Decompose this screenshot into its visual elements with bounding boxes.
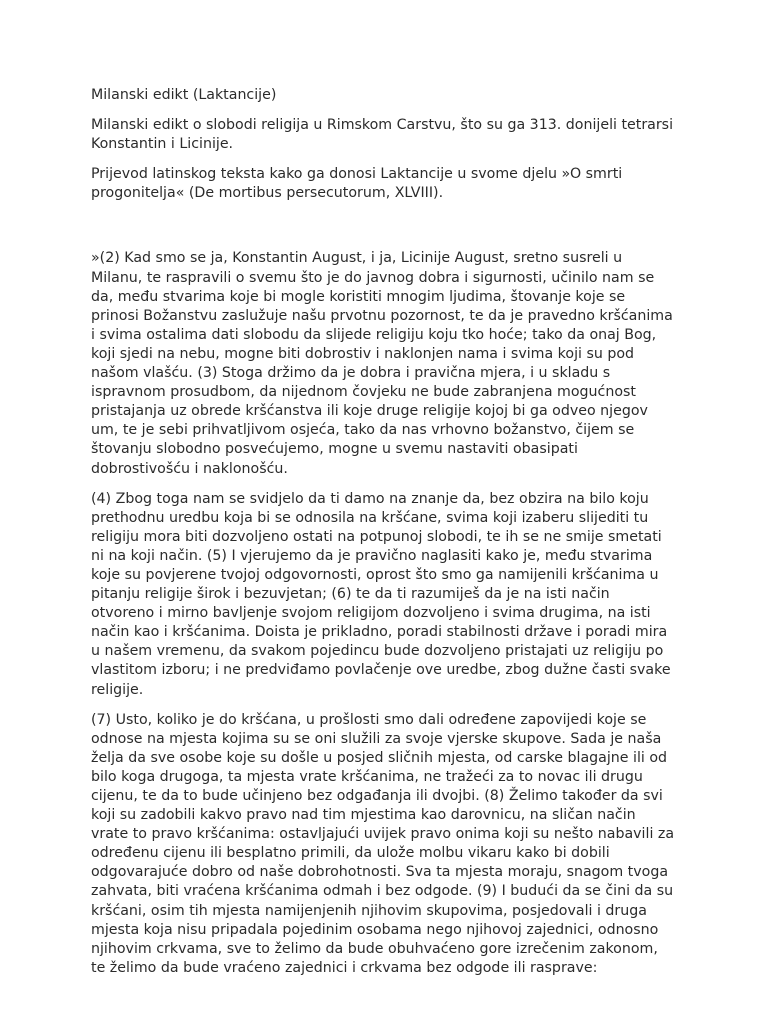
intro-paragraph: Milanski edikt o slobodi religija u Rimskom Carstvu, što su ga 313. donijeli tetrarsi Konstantin i Licinije.: [91, 117, 674, 153]
body-paragraph-3: (7) Usto, koliko je do kršćana, u prošlosti smo dali određene zapovijedi koje se odnose na mjesta kojima su se oni služili za svoje vjerske skupove. Sada je naša želja da sve osobe koje su došle u posjed sličnih mjesta, od carske blagajne ili od bilo koga drugoga, ta mjesta vrate kršćanima, ne tražeći za to novac ili drugu cijenu, te da to bude učinjeno bez odgađanja ili dvojbi. (8) Želimo također da svi koji su zadobili kakvo pravo nad tim mjestima kao darovnicu, na sličan način vrate to pravo kršćanima: ostavljajući uvijek pravo onima koji su nešto nabavili za određenu cijenu ili besplatno primili, da ulože molbu vikaru kako bi dobili odgovarajuće dobro od naše dobrohotnosti. Sva ta mjesta moraju, snagom tvoga zahvata, biti vraćena kršćanima odmah i bez odgode. (9) I budući da se čini da su kršćani, osim tih mjesta namijenjenih njihovim skupovima, posjedovali i druga mjesta koja nisu pripadala pojedinim osobama nego njihovoj zajednici, odnosno njihovim crkvama, sve to želimo da bude obuhvaćeno gore izrečenim zakonom, te želimo da bude vraćeno zajednici i crkvama bez odgode ili rasprave:: [91, 711, 675, 976]
document-page: [91, 86, 691, 989]
body-paragraph-2: (4) Zbog toga nam se svidjelo da ti damo na znanje da, bez obzira na bilo koju prethodnu uredbu koja bi se odnosila na kršćane, svima koji izaberu slijediti tu religiju mora biti dozvoljeno ostati na potpunoj slobodi, te ih se ne smije smetati ni na koji način. (5) I vjerujemo da je pravično naglasiti kako je, među stvarima koje su povjerene tvojoj odgovornosti, oprost što smo ga namijenili kršćanima u pitanju religije širok i bezuvjetan; (6) te da ti razumiješ da je na isti način otvoreno i mirno bavljenje svojom religijom dozvoljeno i svima drugima, na isti način kao i kršćanima. Doista je prikladno, poradi stabilnosti države i poradi mira u našem vremenu, da svakom pojedincu bude dozvoljeno pristajati uz religiju po vlastitom izboru; i ne predviđamo povlačenje ove uredbe, zbog dužne časti svake religije.: [91, 490, 671, 698]
source-note-paragraph: Prijevod latinskog teksta kako ga donosi Laktancije u svome djelu »O smrti progonitelja« (De mortibus persecutorum, XLVIII).: [91, 166, 623, 202]
section-spacer: [91, 214, 691, 249]
document-title: Milanski edikt (Laktancije): [91, 87, 277, 103]
body-paragraph-1: »(2) Kad smo se ja, Konstantin August, i ja, Licinije August, sretno susreli u Milanu, te raspravili o svemu što je do javnog dobra i sigurnosti, učinilo nam se da, među stvarima koje bi mogle koristiti mnogim ljudima, štovanje koje se prinosi Božanstvu zaslužuje našu prvotnu pozornost, te da je pravedno kršćanima i svima ostalima dati slobodu da slijede religiju koju tko hoće; tako da onaj Bog, koji sjedi na nebu, mogne biti dobrostiv i naklonjen nama i svima koji su pod našom vlašću. (3) Stoga držimo da je dobra i pravična mjera, i u skladu s ispravnom prosudbom, da nijednom čovjeku ne bude zabranjena mogućnost pristajanja uz obrede kršćanstva ili koje druge religije kojoj bi ga odveo njegov um, te je sebi prihvatljivom osjeća, tako da nas vrhovno božanstvo, čijem se štovanju slobodno posvećujemo, mogne u svemu nastaviti obasipati dobrostivošću i naklonošću.: [91, 250, 673, 477]
